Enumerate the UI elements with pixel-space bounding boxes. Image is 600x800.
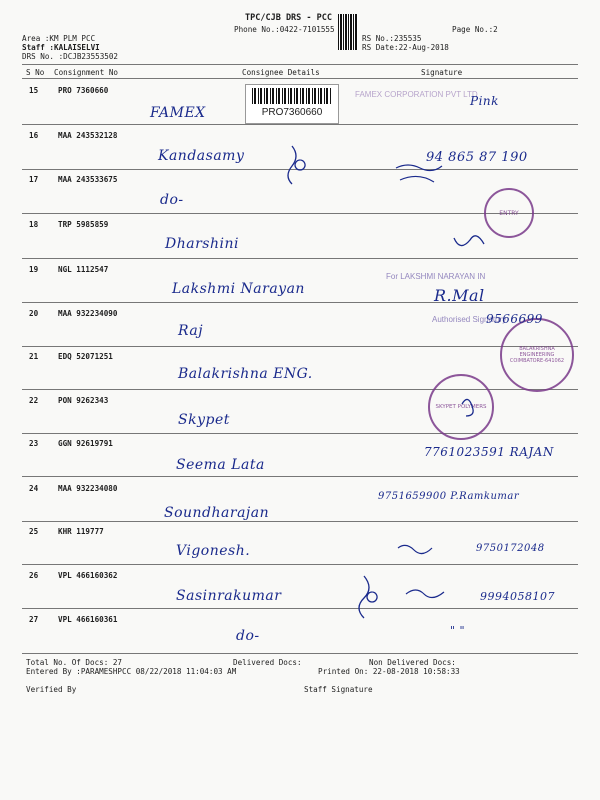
consignee-hw-22: Skypet	[178, 412, 230, 428]
consignee-hw-19: Lakshmi Narayan	[172, 281, 305, 297]
famex-stamp: FAMEX CORPORATION PVT LTD	[355, 90, 478, 99]
row-26-consignment: VPL 466160362	[58, 571, 118, 580]
row-20-consignment: MAA 932234090	[58, 309, 118, 318]
col-signature: Signature	[421, 68, 463, 77]
row-21-sno: 21	[29, 352, 39, 361]
engineering-stamp: BALAKRISHNA ENGINEERING COIMBATORE-641062	[500, 318, 574, 392]
lakshmi-stamp: For LAKSHMI NARAYAN IN	[386, 272, 486, 281]
row-22-consignment: PON 9262343	[58, 396, 109, 405]
consignee-hw-15: FAMEX	[150, 105, 206, 121]
brace-mark-16-17	[288, 146, 305, 184]
signature-hw-20: 9566699	[486, 312, 543, 326]
col-consignee: Consignee Details	[242, 68, 320, 77]
row-20-sno: 20	[29, 309, 39, 318]
row-16-consignment: MAA 243532128	[58, 131, 118, 140]
rs-date: RS Date:22-Aug-2018	[362, 43, 449, 52]
signature-mark-25	[398, 545, 432, 553]
col-consignment: Consignment No	[54, 68, 119, 77]
signature-hw-19: R.Mal	[434, 286, 485, 305]
consignee-hw-23: Seema Lata	[176, 457, 265, 473]
printed-on: Printed On: 22-08-2018 10:58:33	[318, 667, 460, 676]
consignee-hw-27: do-	[236, 628, 260, 644]
row-25-sno: 25	[29, 527, 39, 536]
row-22-sno: 22	[29, 396, 39, 405]
area-field: Area :KM PLM PCC	[22, 34, 96, 43]
row-17-consignment: MAA 243533675	[58, 175, 118, 184]
signature-hw-16: 94 865 87 190	[426, 150, 528, 165]
entered-by: Entered By :PARAMESHPCC 08/22/2018 11:04:03 AM	[26, 667, 237, 676]
drs-number: DRS No. :DCJB23553502	[22, 52, 119, 61]
row-27-sno: 27	[29, 615, 39, 624]
signature-hw-26: 9994058107	[480, 590, 555, 603]
row-23-sno: 23	[29, 439, 39, 448]
signature-hw-23: 7761023591 RAJAN	[424, 445, 554, 459]
consignee-hw-25: Vigonesh.	[176, 543, 251, 559]
authorised-stamp: Authorised Signatory	[432, 315, 507, 324]
row-15-consignment: PRO 7360660	[58, 86, 109, 95]
row-19-consignment: NGL 1112547	[58, 265, 109, 274]
non-delivered-docs: Non Delivered Docs:	[369, 658, 456, 667]
row-16-sno: 16	[29, 131, 39, 140]
row-18-consignment: TRP 5985859	[58, 220, 109, 229]
signature-hw-24: 9751659900 P.Ramkumar	[378, 491, 520, 502]
verified-by: Verified By	[26, 685, 77, 694]
consignee-hw-16: Kandasamy	[158, 148, 245, 164]
signature-hw-25: 9750172048	[476, 543, 545, 554]
signature-hw-27: " "	[450, 624, 466, 637]
row-23-consignment: GGN 92619791	[58, 439, 113, 448]
staff-field: Staff :KALAISELVI	[22, 43, 100, 52]
signature-mark-26	[406, 590, 444, 598]
consignee-hw-18: Dharshini	[165, 236, 239, 252]
row-18-sno: 18	[29, 220, 39, 229]
row-15-sno: 15	[29, 86, 39, 95]
consignee-hw-20: Raj	[178, 323, 204, 339]
page-number: Page No.:2	[452, 25, 498, 34]
row-19-sno: 19	[29, 265, 39, 274]
phone-number: Phone No.:0422-7101555	[234, 25, 335, 34]
row-26-sno: 26	[29, 571, 39, 580]
consignee-hw-26: Sasinrakumar	[176, 588, 282, 604]
sticker-number: PRO7360660	[261, 107, 323, 118]
brace-mark-26-27	[359, 576, 377, 618]
consignee-hw-24: Soundharajan	[164, 505, 270, 521]
signature-mark-22	[462, 399, 473, 416]
row-21-consignment: EDQ 52071251	[58, 352, 113, 361]
total-docs: Total No. Of Docs: 27	[26, 658, 123, 667]
row-24-sno: 24	[29, 484, 39, 493]
tamil-signature-16-17	[396, 165, 442, 182]
signature-hw-15: Pink	[470, 94, 499, 108]
entry-stamp: ENTRY	[484, 188, 534, 238]
consignee-hw-21: Balakrishna ENG.	[178, 366, 313, 382]
row-27-consignment: VPL 466160361	[58, 615, 118, 624]
drs-title: TPC/CJB DRS - PCC	[245, 13, 332, 23]
rs-number: RS No.:235535	[362, 34, 422, 43]
row-17-sno: 17	[29, 175, 39, 184]
staff-signature: Staff Signature	[304, 685, 373, 694]
skypet-stamp: SKYPET POLYMERS	[428, 374, 494, 440]
consignee-hw-17: do-	[160, 192, 184, 208]
row-25-consignment: KHR 119777	[58, 527, 104, 536]
row-24-consignment: MAA 932234080	[58, 484, 118, 493]
col-sno: S No	[26, 68, 45, 77]
signature-mark-18	[454, 236, 484, 246]
delivered-docs: Delivered Docs:	[233, 658, 302, 667]
